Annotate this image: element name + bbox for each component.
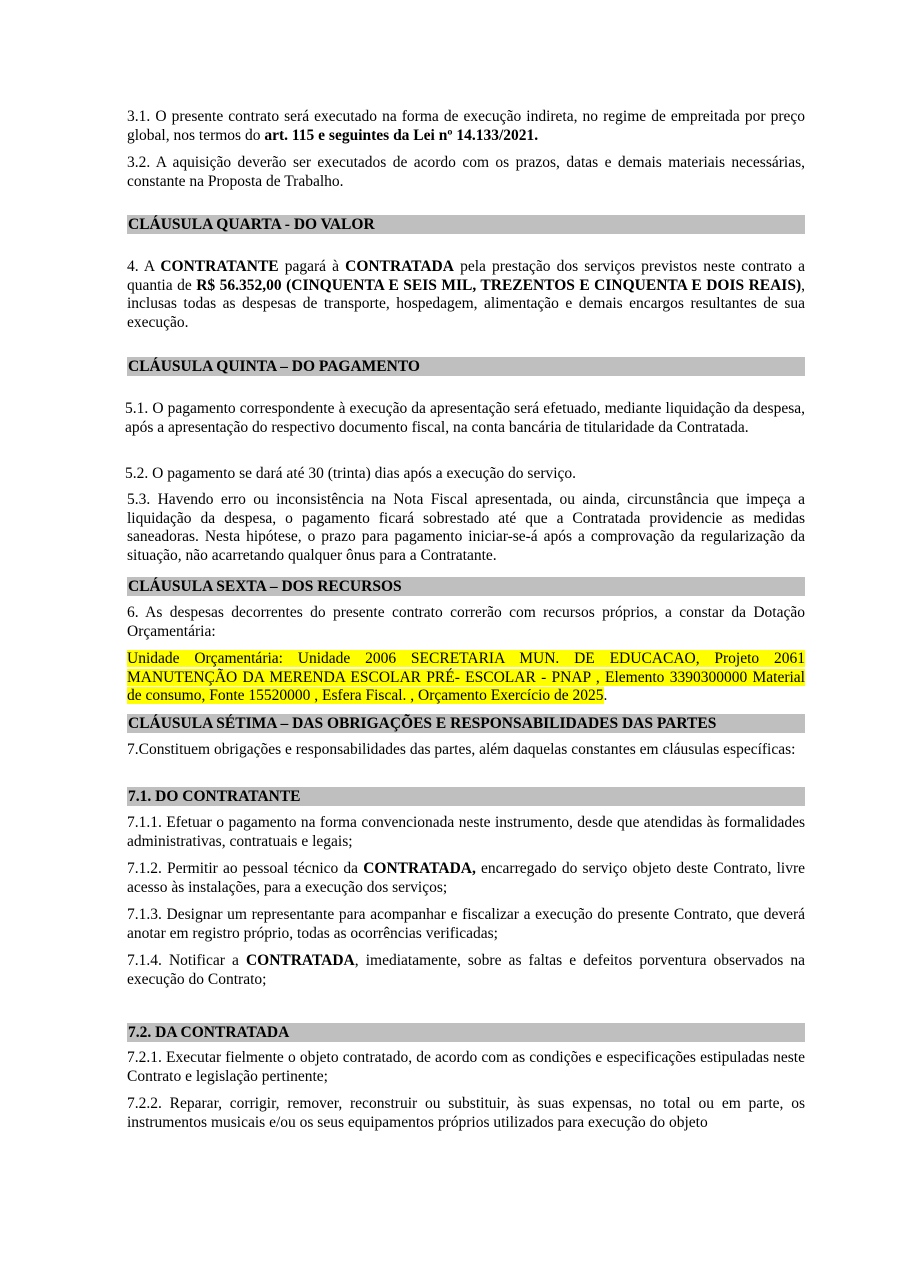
paragraph-4: 4. A CONTRATANTE pagará à CONTRATADA pela prestação dos serviços previstos neste contrato a quantia de R$ 56.352,00 (CINQUENTA E SEIS MIL, TREZENTOS E CINQUENTA E DOIS REAIS), inclusas todas as despesas de transporte, hospedagem, alimentação e demais encargos resultantes de sua execução. xyxy=(127,258,806,331)
heading-clausula-quarta: CLÁUSULA QUARTA - DO VALOR xyxy=(127,215,805,234)
heading-7-1: 7.1. DO CONTRATANTE xyxy=(127,787,805,806)
paragraph-7-2-2: 7.2.2. Reparar, corrigir, remover, reconstruir ou substituir, às suas expensas, no total ou em parte, os instrumentos musicais e/ou os seus equipamentos próprios utilizados para execução do objeto xyxy=(127,1095,805,1131)
paragraph-7-1-1: 7.1.1. Efetuar o pagamento na forma convencionada neste instrumento, desde que atendidas às formalidades administrativas, contratuais e legais; xyxy=(127,814,805,850)
paragraph-5-3: 5.3. Havendo erro ou inconsistência na Nota Fiscal apresentada, ou ainda, circunstância que impeça a liquidação da despesa, o pagamento ficará sobrestado até que a Contratada providencie as medidas saneadoras. Nesta hipótese, o prazo para pagamento iniciar-se-á após a comprovação da regularização da situação, não acarretando qualquer ônus para a Contratante. xyxy=(127,491,805,564)
paragraph-7-1-3: 7.1.3. Designar um representante para acompanhar e fiscalizar a execução do presente Contrato, que deverá anotar em registro próprio, todas as ocorrências verificadas; xyxy=(127,906,805,942)
heading-clausula-sexta: CLÁUSULA SEXTA – DOS RECURSOS xyxy=(127,577,805,596)
heading-clausula-quinta: CLÁUSULA QUINTA – DO PAGAMENTO xyxy=(127,357,805,376)
paragraph-6: 6. As despesas decorrentes do presente contrato correrão com recursos próprios, a constar da Dotação Orçamentária: xyxy=(127,604,805,640)
paragraph-7-1-2: 7.1.2. Permitir ao pessoal técnico da CONTRATADA, encarregado do serviço objeto deste Contrato, livre acesso às instalações, para a execução dos serviços; xyxy=(127,860,805,896)
paragraph-5-2: 5.2. O pagamento se dará até 30 (trinta) dias após a execução do serviço. xyxy=(125,465,577,482)
heading-7-2: 7.2. DA CONTRATADA xyxy=(127,1023,805,1042)
paragraph-5-1: 5.1. O pagamento correspondente à execução da apresentação será efetuado, mediante liquidação da despesa, após a apresentação do respectivo documento fiscal, na conta bancária de titularidade da Contratada. xyxy=(125,400,805,436)
paragraph-3-2: 3.2. A aquisição deverão ser executados de acordo com os prazos, datas e demais materiais necessárias, constante na Proposta de Trabalho. xyxy=(127,154,805,190)
paragraph-7-1-4: 7.1.4. Notificar a CONTRATADA, imediatamente, sobre as faltas e defeitos porventura observados na execução do Contrato; xyxy=(127,952,805,988)
heading-clausula-setima: CLÁUSULA SÉTIMA – DAS OBRIGAÇÕES E RESPONSABILIDADES DAS PARTES xyxy=(127,714,805,733)
paragraph-7-2-1: 7.2.1. Executar fielmente o objeto contratado, de acordo com as condições e especificações estipuladas neste Contrato e legislação pertinente; xyxy=(127,1049,805,1085)
paragraph-3-1: 3.1. O presente contrato será executado na forma de execução indireta, no regime de empreitada por preço global, nos termos do art. 115 e seguintes da Lei nº 14.133/2021. xyxy=(127,108,805,144)
paragraph-6-dotacao: Unidade Orçamentária: Unidade 2006 SECRETARIA MUN. DE EDUCACAO, Projeto 2061 MANUTENÇÃO DA MERENDA ESCOLAR PRÉ- ESCOLAR - PNAP , Elemento 3390300000 Material de consumo, Fonte 15520000 , Esfera Fiscal. , Orçamento Exercício de 2025. xyxy=(127,650,805,704)
paragraph-7: 7.Constituem obrigações e responsabilidades das partes, além daquelas constantes em cláusulas específicas: xyxy=(127,741,796,758)
highlighted-dotacao: Unidade Orçamentária: Unidade 2006 SECRETARIA MUN. DE EDUCACAO, Projeto 2061 MANUTENÇÃO DA MERENDA ESCOLAR PRÉ- ESCOLAR - PNAP , Elemento 3390300000 Material de consumo, Fonte 15520000 , Esfera Fiscal. , Orçamento Exercício de 2025 xyxy=(127,650,805,704)
